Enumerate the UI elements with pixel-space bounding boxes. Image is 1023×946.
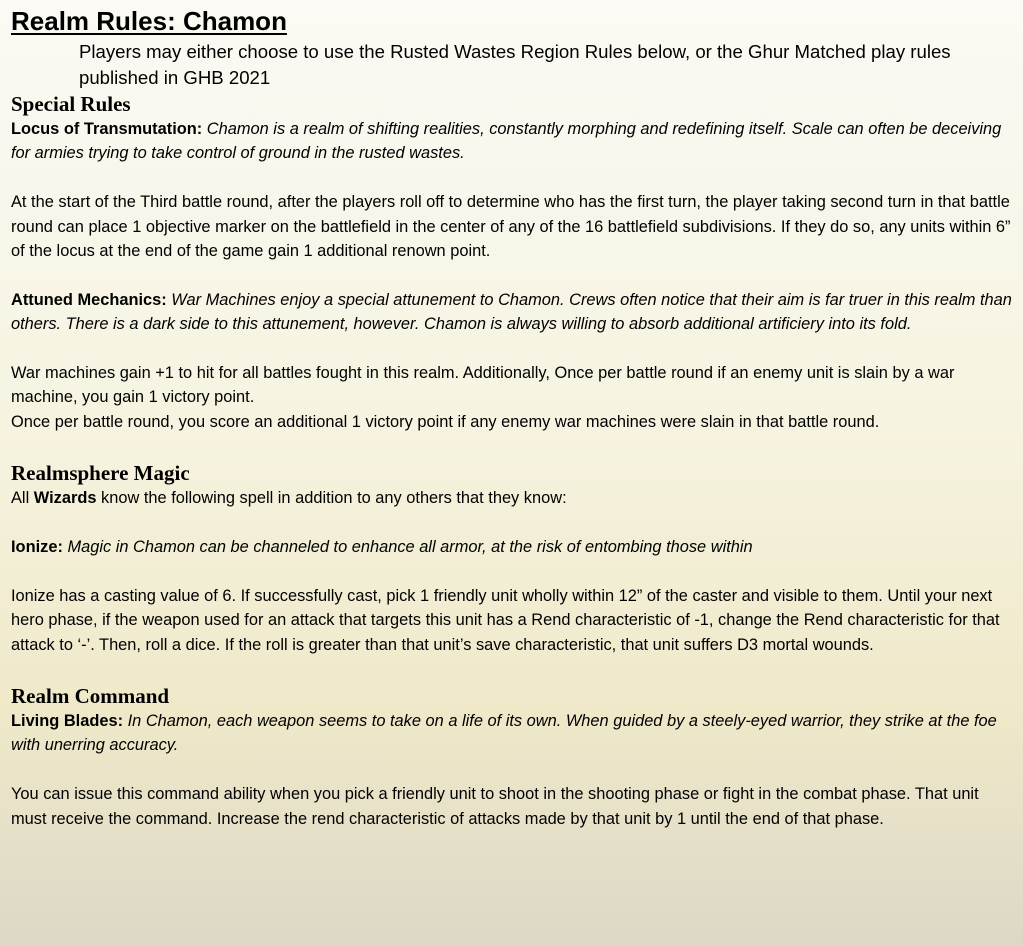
page-title: Realm Rules: Chamon — [11, 6, 287, 36]
attuned-flavor-paragraph — [11, 288, 1013, 337]
document-page — [11, 4, 1013, 831]
attuned-term: Attuned Mechanics: — [11, 290, 167, 309]
ionize-flavor: Magic in Chamon can be channeled to enhance all armor, at the risk of entombing those within — [67, 538, 753, 557]
wizards-intro-prefix: All — [11, 489, 34, 508]
attuned-flavor: War Machines enjoy a special attunement to Chamon. Crews often notice that their aim is far truer in this realm than others. There is a dark side to this attunement, however. Chamon is always willing to absorb additional artificiery into its fold. — [11, 290, 1012, 334]
realm-command-heading: Realm Command — [11, 684, 170, 709]
special-rules-heading: Special Rules — [11, 92, 131, 116]
ionize-rule-paragraph: Ionize has a casting value of 6. If successfully cast, pick 1 friendly unit wholly within 12” of the caster and visible to them. Until your next hero phase, if the weapon used for an attack that targets this unit has a Rend characteristic of -1, change the Rend characteristic for that attack to ‘-’. Then, roll a dice. If the roll is greater than that unit’s save characteristic, that unit suffers D3 mortal wounds. — [11, 586, 1000, 654]
ionize-flavor-paragraph — [11, 535, 1013, 559]
wizards-intro-suffix: know the following spell in addition to any others that they know: — [96, 489, 567, 508]
attuned-rule-paragraph-1: War machines gain +1 to hit for all battles fought in this realm. Additionally, Once per battle round if an enemy unit is slain by a war machine, you gain 1 victory point. — [11, 364, 955, 407]
locus-rule-paragraph: At the start of the Third battle round, after the players roll off to determine who has the first turn, the player taking second turn in that battle round can place 1 objective marker on the battlefield in the center of any of the 16 battlefield subdivisions. If they do so, any units within 6” of the locus at the end of the game gain 1 additional renown point. — [11, 193, 1011, 261]
living-blades-flavor-paragraph — [11, 709, 1013, 758]
wizards-intro-paragraph — [11, 486, 1013, 510]
living-blades-flavor: In Chamon, each weapon seems to take on a life of its own. When guided by a steely-eyed warrior, they strike at the foe with unerring accuracy. — [11, 712, 997, 755]
intro-paragraph: Players may either choose to use the Rusted Wastes Region Rules below, or the Ghur Matched play rules published in GHB 2021 — [79, 41, 951, 88]
living-blades-rule-paragraph: You can issue this command ability when you pick a friendly unit to shoot in the shooting phase or fight in the combat phase. That unit must receive the command. Increase the rend characteristic of attacks made by that unit by 1 until the end of that phase. — [11, 785, 979, 828]
realmsphere-magic-heading: Realmsphere Magic — [11, 461, 190, 486]
locus-flavor: Chamon is a realm of shifting realities, constantly morphing and redefining itself. Scale can often be deceiving for armies trying to take control of ground in the rusted wastes. — [11, 120, 1002, 163]
living-blades-term: Living Blades: — [11, 712, 124, 731]
locus-flavor-paragraph — [11, 117, 1013, 166]
attuned-rule-paragraph-2: Once per battle round, you score an additional 1 victory point if any enemy war machines were slain in that battle round. — [11, 412, 880, 431]
ionize-term: Ionize: — [11, 538, 63, 557]
locus-term: Locus of Transmutation: — [11, 120, 203, 138]
wizards-term: Wizards — [33, 489, 97, 508]
